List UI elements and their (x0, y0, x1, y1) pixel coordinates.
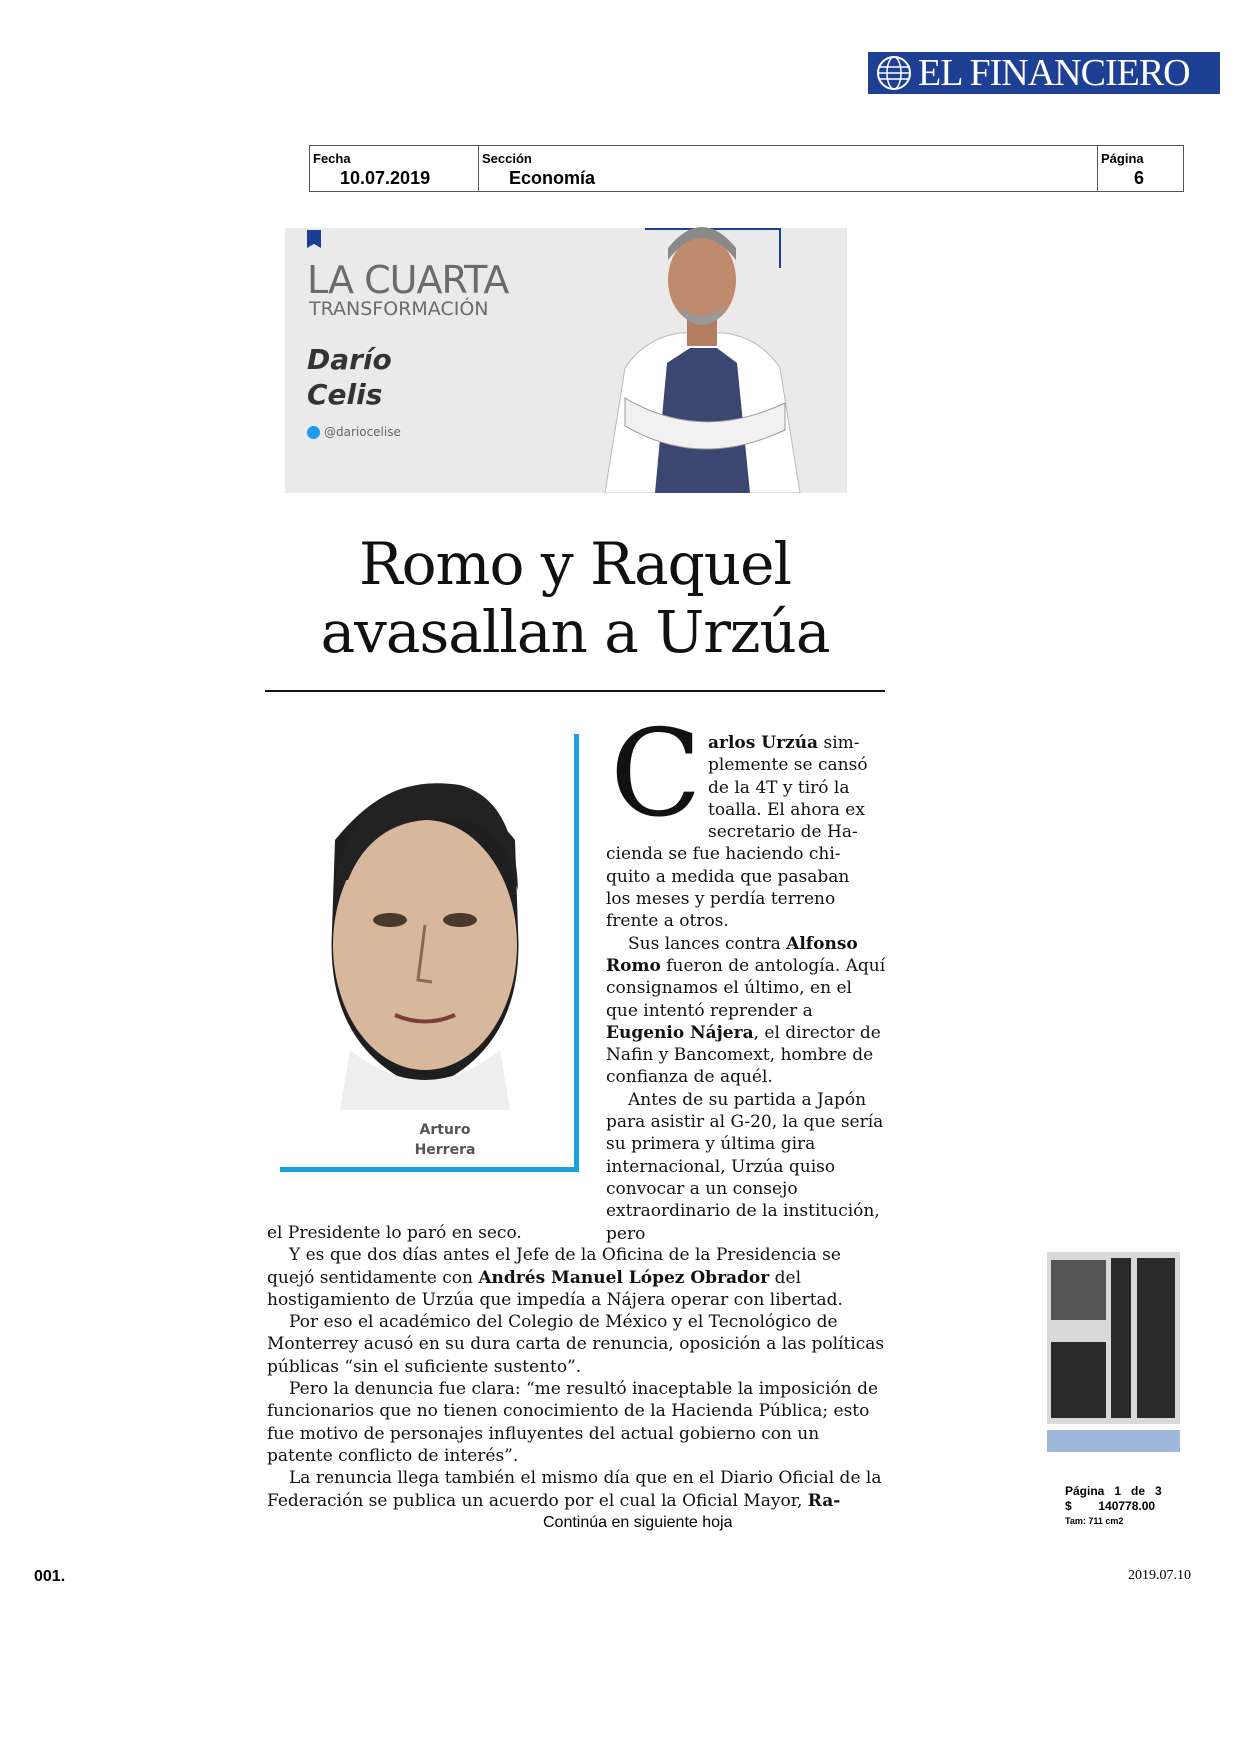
drop-cap: C (610, 705, 702, 844)
clipping-metadata (309, 145, 1184, 192)
illustration-caption (380, 1120, 510, 1160)
logo-text: EL FINANCIERO (918, 52, 1190, 94)
author-last-name: Celis (307, 378, 383, 411)
headline-rule (265, 690, 885, 692)
headline-line-1: Romo y Raquel (358, 530, 792, 598)
price: $ 140778.00 (1065, 1499, 1156, 1513)
pagina-value: 6 (1134, 168, 1145, 188)
continue-note: Continúa en siguiente hoja (543, 1514, 733, 1531)
seccion-cell (479, 146, 1098, 191)
page-thumbnail (1047, 1252, 1180, 1462)
headline-line-2: avasallan a Urzúa (320, 598, 830, 666)
paragraph-renuncia: La renuncia llega también el mismo día que en el Diario Oficial de la Federación se publica un acuerdo por el cual la Oficial Mayor, Ra- (267, 1468, 882, 1511)
pagina-cell (1098, 146, 1183, 191)
seccion-label: Sección (482, 151, 532, 166)
body-line: plemente se cansó (708, 755, 868, 776)
illustration-accent-vertical (574, 734, 579, 1170)
body-line: frente a otros. (606, 911, 729, 932)
footer-id: 001. (34, 1568, 66, 1585)
paragraph-academico: Por eso el académico del Colegio de México y el Tecnológico de Monterrey acusó en su dura carta de renuncia, oposición a las políticas públicas “sin el suficiente sustento”. (267, 1312, 885, 1377)
column-banner (285, 228, 847, 493)
caricature-illustration (280, 730, 580, 1172)
thumbnail-column-block (1137, 1258, 1175, 1418)
illustration-accent-horizontal (280, 1167, 579, 1172)
bookmark-icon (307, 230, 321, 248)
paragraph-jefe-oficina: Y es que dos días antes el Jefe de la Oficina de la Presidencia se quejó sentidamente con Andrés Manuel López Obrador del hostigamiento de Urzúa que impedía a Nájera operar con libertad. (267, 1245, 843, 1310)
footer-date: 2019.07.10 (1128, 1568, 1191, 1583)
twitter-handle (307, 425, 401, 439)
twitter-icon (307, 426, 320, 439)
drop-cap-lines (606, 732, 886, 843)
fecha-value: 10.07.2019 (340, 168, 431, 188)
paragraph-denuncia: Pero la denuncia fue clara: “me resultó inaceptable la imposición de funcionarios que no tienen conocimiento de la Hacienda Pública; esto fue motivo de personajes influyentes del actual gobierno con un patente conflicto de interés”. (267, 1379, 879, 1466)
author-first-name: Darío (307, 343, 392, 376)
caption-line-2: Herrera (414, 1142, 476, 1158)
pagina-label: Página (1101, 151, 1144, 166)
paragraph-japon: Antes de su partida a Japón para asistir al G-20, la que sería su primera y última gira internacional, Urzúa quiso convocar a un consejo extraordinario de la institución, pero (606, 1089, 884, 1244)
globe-icon (872, 54, 916, 92)
name-raquel: Ra- (807, 1490, 841, 1511)
body-line: secretario de Ha- (708, 822, 858, 843)
page-info (1065, 1484, 1162, 1529)
fecha-label: Fecha (313, 151, 351, 166)
body-line: arlos Urzúa sim- (708, 733, 860, 753)
fecha-cell (310, 146, 479, 191)
paragraph-romo: Sus lances contra Alfonso Romo fueron de antología. Aquí consignamos el último, en el que intentó reprender a Eugenio Nájera, el director de Nafin y Bancomext, hombre de confianza de aquél. (606, 933, 886, 1088)
body-line: quito a medida que pasaban (606, 866, 850, 887)
column-title: LA CUARTA (307, 258, 509, 302)
page-count: Página 1 de 3 (1065, 1484, 1162, 1498)
caricature-drawing (280, 730, 570, 1170)
body-line: los meses y perdía terreno (606, 889, 836, 910)
body-line: cienda se fue haciendo chi- (606, 844, 841, 865)
thumbnail-column-block (1051, 1260, 1106, 1320)
el-financiero-logo (868, 52, 1220, 94)
size: Tam: 711 cm2 (1065, 1516, 1124, 1526)
twitter-handle-text: @dariocelise (324, 425, 401, 439)
name-alfonso-romo: Alfonso Romo (606, 933, 858, 976)
author-portrait (585, 198, 815, 493)
thumbnail-column-block (1051, 1342, 1106, 1418)
column-subtitle: TRANSFORMACIÓN (309, 298, 489, 320)
thumbnail-strip (1047, 1430, 1180, 1452)
caption-line-1: Arturo (419, 1122, 471, 1138)
article-headline (265, 530, 885, 666)
name-eugenio-najera: Eugenio Nájera (606, 1022, 754, 1043)
seccion-value: Economía (509, 168, 596, 188)
body-line: toalla. El ahora ex (708, 799, 865, 820)
name-amlo: Andrés Manuel López Obrador (478, 1267, 770, 1288)
paragraph-presidente-end: el Presidente lo paró en seco. (267, 1223, 522, 1243)
body-line: de la 4T y tiró la (708, 777, 850, 798)
article-body-full (267, 1222, 887, 1512)
article-column-right (606, 732, 886, 1245)
name-carlos-urzua: arlos Urzúa (708, 733, 819, 753)
thumbnail-column-block (1111, 1258, 1131, 1418)
